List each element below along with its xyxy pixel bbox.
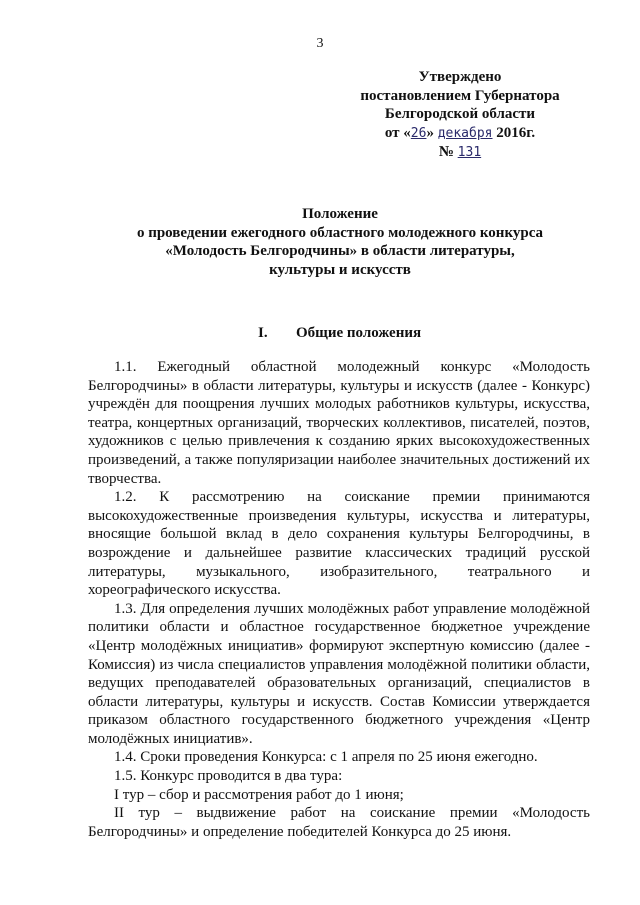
approval-date (330, 124, 590, 144)
paragraph: 1.1. Ежегодный областной молодежный конкурс «Молодость Белгородчины» в области литературы, культуры и искусств (далее - Конкурс) учреждён для поощрения лучших молодых работников культуры, искусства, театра, концертных организаций, творческих коллективов, писателей, поэтов, художников с целью привлечения к созданию ярких высокохудожественных произведений, а также популяризации наиболее значительных достижений их творчества. (88, 359, 590, 487)
date-month: декабря (437, 125, 493, 141)
paragraph: I тур – сбор и рассмотрения работ до 1 июня; (114, 786, 404, 803)
title-line: «Молодость Белгородчины» в области литературы, (165, 243, 515, 259)
document-body (88, 358, 590, 841)
title-line: о проведении ежегодного областного молодежного конкурса (136, 224, 544, 241)
approval-block (330, 68, 590, 163)
paragraph: 1.4. Сроки проведения Конкурса: с 1 апреля по 25 июня ежегодно. (114, 749, 538, 766)
paragraph: II тур – выдвижение работ на соискание премии «Молодость Белгородчины» и определение победителей Конкурса до 25 июня. (88, 805, 590, 840)
approval-line: постановлением Губернатора (360, 87, 560, 104)
paragraph: 1.2. К рассмотрению на соискание премии принимаются высокохудожественные произведения культуры, искусства и литературы, вносящие большой вклад в дело сохранения культуры Белгородчины, в возрождение и дальнейшее развитие классических традиций русской литературы, музыкального, изобразительного, театрального и хореографического искусства. (88, 489, 590, 599)
title-line: Положение (302, 206, 378, 222)
approval-number (330, 143, 590, 163)
approval-line: Белгородской области (384, 106, 536, 122)
date-mid: » (426, 124, 434, 141)
number-prefix: № (438, 144, 454, 160)
date-year: 2016г. (496, 124, 536, 141)
date-prefix: от « (384, 124, 411, 141)
title-line: культуры и искусств (269, 261, 411, 278)
paragraph: 1.3. Для определения лучших молодёжных работ управление молодёжной политики области и областное государственное бюджетное учреждение «Центр молодёжных инициатив» формируют экспертную комиссию (далее - Комиссия) из числа специалистов управления молодёжной политики области, ведущих преподавателей образовательных организаций, специалистов в области литературы, культуры и искусств. Состав Комиссии утверждается приказом областного государственного бюджетного учреждения «Центр молодёжных инициатив». (88, 600, 590, 747)
section-number: I. (258, 325, 268, 341)
number-value: 131 (457, 145, 482, 160)
paragraph: 1.5. Конкурс проводится в два тура: (114, 768, 343, 785)
document-title (100, 205, 580, 279)
approval-line: Утверждено (418, 69, 502, 85)
date-day: 26 (410, 125, 427, 141)
page-number: 3 (316, 36, 324, 51)
section-name: Общие положения (296, 325, 422, 341)
